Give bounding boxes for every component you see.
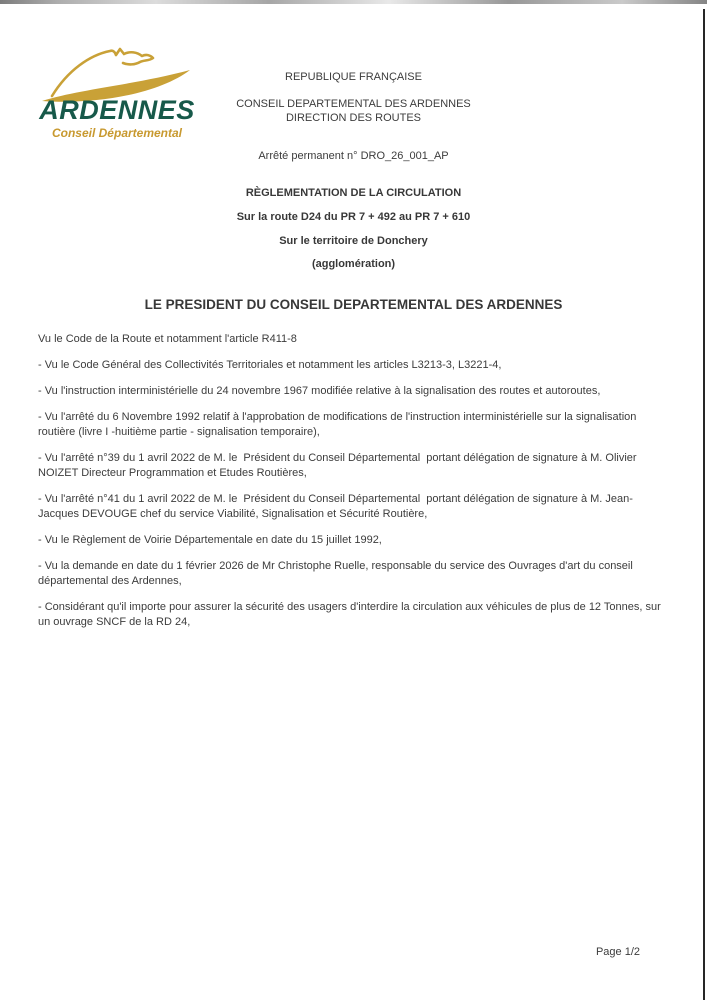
decree-reference: Arrêté permanent n° DRO_26_001_AP — [258, 150, 449, 162]
page-number: Page 1/2 — [595, 946, 640, 958]
logo-title: ARDENNES — [39, 95, 195, 125]
body-paragraph: - Vu l'instruction interministérielle du 24 novembre 1967 modifiée relative à la signalisation des routes et autoroutes, — [38, 385, 601, 397]
decree-title-line-3: Sur le territoire de Donchery — [279, 235, 428, 247]
body-paragraph: - Vu l'arrêté du 6 Novembre 1992 relatif à l'approbation de modifications de l'instruction interministérielle sur la signalisation routière (livre I -huitième partie - signalisation temporaire), — [38, 411, 640, 438]
decree-title-line-2: Sur la route D24 du PR 7 + 492 au PR 7 + 610 — [236, 211, 471, 223]
body-paragraph: - Vu l'arrêté n°39 du 1 avril 2022 de M. le Président du Conseil Départemental portant délégation de signature à M. Olivier NOIZET Directeur Programmation et Etudes Routières, — [38, 452, 640, 479]
header-republic-line: REPUBLIQUE FRANÇAISE — [285, 71, 422, 83]
body-paragraph: Vu le Code de la Route et notamment l'article R411-8 — [38, 333, 297, 345]
body-paragraph: - Vu le Règlement de Voirie Départementale en date du 15 juillet 1992, — [38, 534, 382, 546]
body-paragraph: - Considérant qu'il importe pour assurer la sécurité des usagers d'interdire la circulation aux véhicules de plus de 12 Tonnes, sur un ouvrage SNCF de la RD 24, — [38, 601, 664, 628]
header-council-line: CONSEIL DEPARTEMENTAL DES ARDENNES — [236, 98, 471, 110]
body-paragraph: - Vu la demande en date du 1 février 2026 de Mr Christophe Ruelle, responsable du service des Ouvrages d'art du conseil départemental des Ardennes, — [38, 560, 636, 587]
ardennes-logo — [33, 42, 201, 140]
decree-title-line-1: RÈGLEMENTATION DE LA CIRCULATION — [245, 187, 462, 199]
decree-body — [38, 332, 672, 641]
header-direction-line: DIRECTION DES ROUTES — [285, 112, 422, 124]
decree-title-line-4: (agglomération) — [311, 258, 396, 270]
president-heading: LE PRESIDENT DU CONSEIL DEPARTEMENTAL DES ARDENNES — [144, 297, 563, 312]
scan-top-edge-artifact — [0, 0, 707, 4]
body-paragraph: - Vu l'arrêté n°41 du 1 avril 2022 de M. le Président du Conseil Départemental portant délégation de signature à M. Jean-Jacques DEVOUGE chef du service Viabilité, Signalisation et Sécurité Routière, — [38, 493, 633, 520]
body-paragraph: - Vu le Code Général des Collectivités Territoriales et notamment les articles L3213-3, L3221-4, — [38, 359, 502, 371]
logo-subtitle: Conseil Départemental — [51, 126, 183, 140]
